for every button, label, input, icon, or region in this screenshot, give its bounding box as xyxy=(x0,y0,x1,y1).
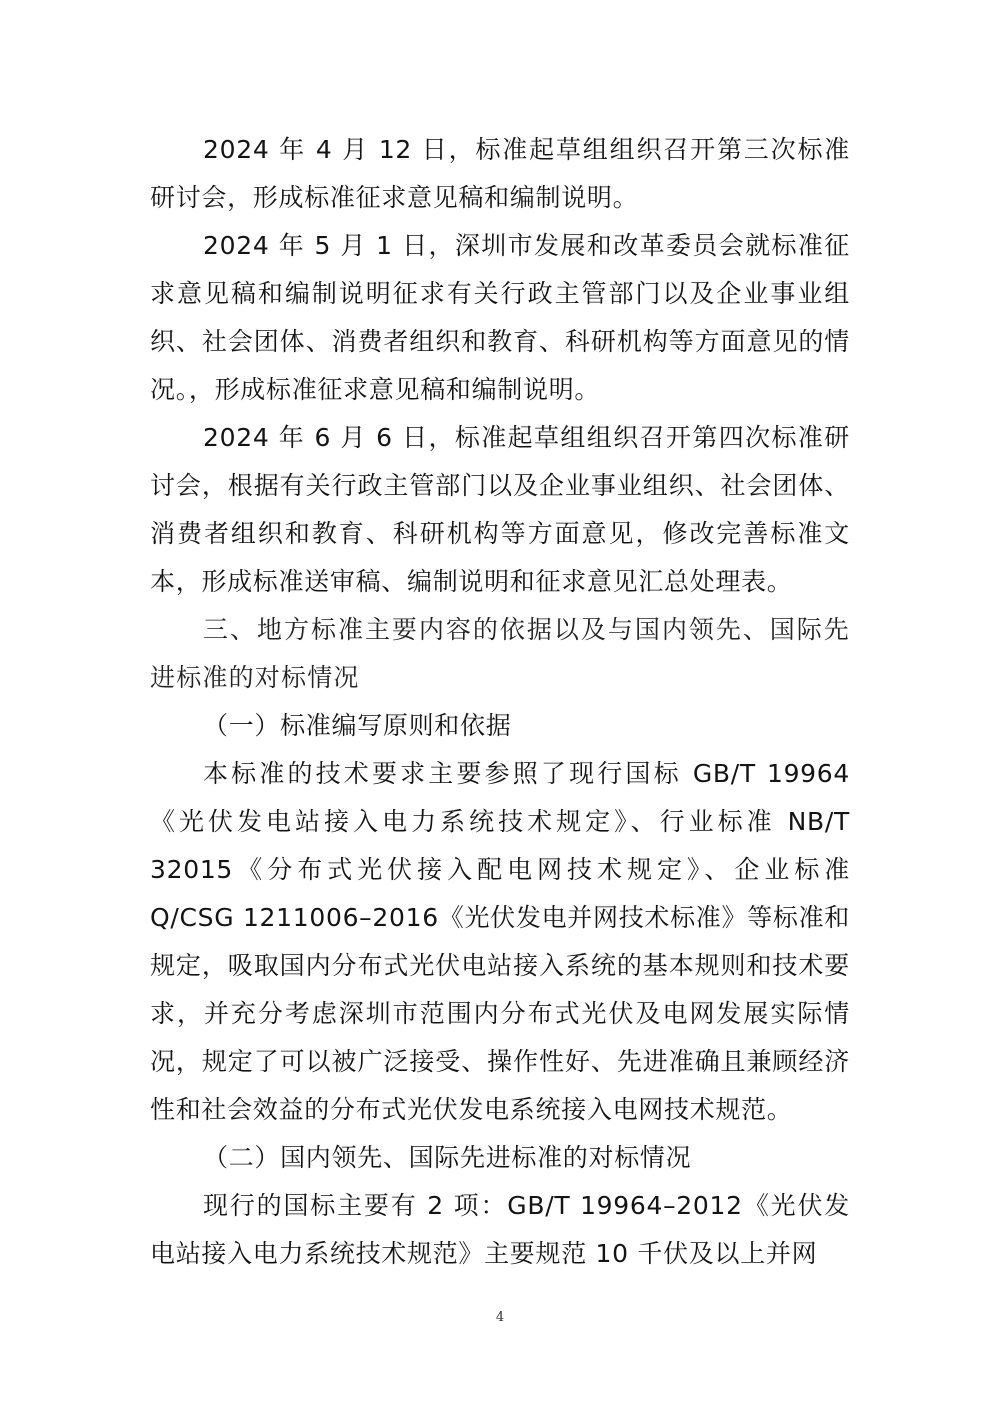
paragraph-consultation: 2024 年 5 月 1 日，深圳市发展和改革委员会就标准征求意见稿和编制说明征求有关行政主管部门以及企业事业组织、社会团体、消费者组织和教育、科研机构等方面意见的情况。，形成标准征求意见稿和编制说明。 xyxy=(150,231,850,404)
paragraph-national-standards: 现行的国标主要有 2 项：GB/T 19964–2012《光伏发电站接入电力系统技术规范》主要规范 10 千伏及以上并网 xyxy=(150,1191,850,1268)
paragraph-fourth-seminar: 2024 年 6 月 6 日，标准起草组组织召开第四次标准研讨会，根据有关行政主管部门以及企业事业组织、社会团体、消费者组织和教育、科研机构等方面意见，修改完善标准文本，形成标准送审稿、编制说明和征求意见汇总处理表。 xyxy=(150,423,850,596)
subsection-heading-one: （一）标准编写原则和依据 xyxy=(203,711,512,740)
document-body xyxy=(150,126,850,1278)
subsection-heading-two: （二）国内领先、国际先进标准的对标情况 xyxy=(203,1143,692,1172)
paragraph-principles: 本标准的技术要求主要参照了现行国标 GB/T 19964《光伏发电站接入电力系统技术规定》、行业标准 NB/T 32015《分布式光伏接入配电网技术规定》、企业标准 Q/CSG 1211006–2016《光伏发电并网技术标准》等标准和规定，吸取国内分布式光伏电站接入系统的基本规则和技术要求，并充分考虑深圳市范围内分布式光伏及电网发展实际情况，规定了可以被广泛接受、操作性好、先进准确且兼顾经济性和社会效益的分布式光伏发电系统接入电网技术规范。 xyxy=(150,759,851,1124)
section-heading-three: 三、地方标准主要内容的依据以及与国内领先、国际先进标准的对标情况 xyxy=(150,615,850,692)
paragraph-third-seminar: 2024 年 4 月 12 日，标准起草组组织召开第三次标准研讨会，形成标准征求意见稿和编制说明。 xyxy=(150,135,850,212)
page-number: 4 xyxy=(495,1310,505,1325)
